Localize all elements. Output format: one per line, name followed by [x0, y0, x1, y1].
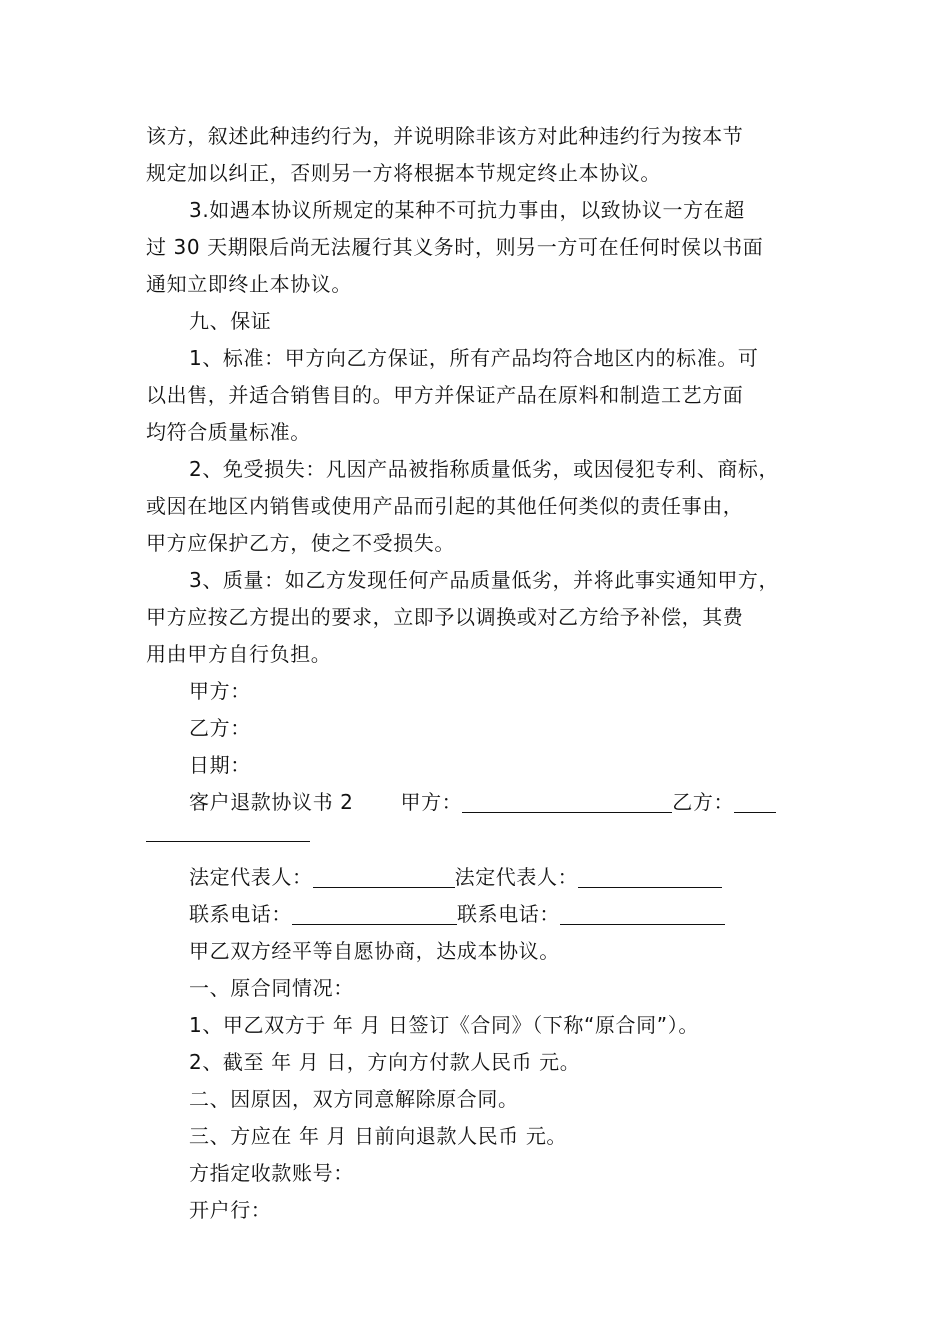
legal-rep-a-label: 法定代表人： — [189, 865, 313, 889]
section-heading: 一、原合同情况： — [189, 976, 354, 1000]
phone-b-label: 联系电话： — [457, 902, 560, 926]
paragraph-line: 通知立即终止本协议。 — [146, 272, 352, 296]
legal-rep-b-label: 法定代表人： — [454, 865, 579, 889]
agreement-title-line — [146, 784, 818, 821]
party-b-blank-continued — [146, 821, 310, 842]
section-heading: 三、方应在 年 月 日前向退款人民币 元。 — [189, 1124, 568, 1148]
paragraph-line: 3.如遇本协议所规定的某种不可抗力事由，以致协议一方在超 — [189, 198, 745, 222]
paragraph-line: 甲乙双方经平等自愿协商，达成本协议。 — [189, 939, 560, 963]
paragraph-line: 均符合质量标准。 — [146, 420, 311, 444]
paragraph-line: 1、甲乙双方于 年 月 日签订《合同》（下称“原合同”）。 — [189, 1013, 699, 1037]
agreement-title: 客户退款协议书 2 — [189, 790, 354, 814]
phone-line — [146, 896, 818, 933]
party-b-label: 乙方： — [672, 790, 735, 814]
paragraph-line: 规定加以纠正，否则另一方将根据本节规定终止本协议。 — [146, 161, 661, 185]
paragraph-line: 甲方应保护乙方，使之不受损失。 — [146, 531, 455, 555]
phone-a-label: 联系电话： — [189, 902, 292, 926]
paragraph-line: 或因在地区内销售或使用产品而引起的其他任何类似的责任事由， — [146, 494, 744, 518]
paragraph-line: 用由甲方自行负担。 — [146, 642, 332, 666]
paragraph-line: 1、标准：甲方向乙方保证，所有产品均符合地区内的标准。可 — [189, 346, 759, 370]
bank-label: 开户行： — [189, 1198, 272, 1222]
section-heading: 九、保证 — [189, 309, 272, 333]
phone-b-blank — [560, 902, 725, 925]
paragraph-line: 2、免受损失：凡因产品被指称质量低劣，或因侵犯专利、商标， — [189, 457, 780, 481]
section-heading: 二、因原因，双方同意解除原合同。 — [189, 1087, 519, 1111]
party-b-blank — [734, 790, 776, 813]
paragraph-line: 2、截至 年 月 日，方向方付款人民币 元。 — [189, 1050, 581, 1074]
account-label: 方指定收款账号： — [189, 1161, 354, 1185]
legal-rep-a-blank — [313, 865, 455, 888]
document-body — [146, 118, 818, 1229]
legal-rep-b-blank — [578, 865, 722, 888]
paragraph-line: 以出售，并适合销售目的。甲方并保证产品在原料和制造工艺方面 — [146, 383, 744, 407]
party-a-label: 甲方： — [400, 790, 463, 814]
paragraph-line: 3、质量：如乙方发现任何产品质量低劣，并将此事实通知甲方， — [189, 568, 780, 592]
phone-a-blank — [292, 902, 457, 925]
paragraph-line: 过 30 天期限后尚无法履行其义务时，则另一方可在任何时侯以书面 — [146, 235, 764, 259]
party-a-blank — [462, 790, 672, 813]
legal-rep-line — [146, 859, 818, 896]
date-label: 日期： — [189, 753, 251, 777]
paragraph-line: 甲方应按乙方提出的要求，立即予以调换或对乙方给予补偿，其费 — [146, 605, 744, 629]
party-a-signature-label: 甲方： — [189, 679, 251, 703]
paragraph-line: 该方，叙述此种违约行为，并说明除非该方对此种违约行为按本节 — [146, 124, 744, 148]
party-b-signature-label: 乙方： — [189, 716, 251, 740]
